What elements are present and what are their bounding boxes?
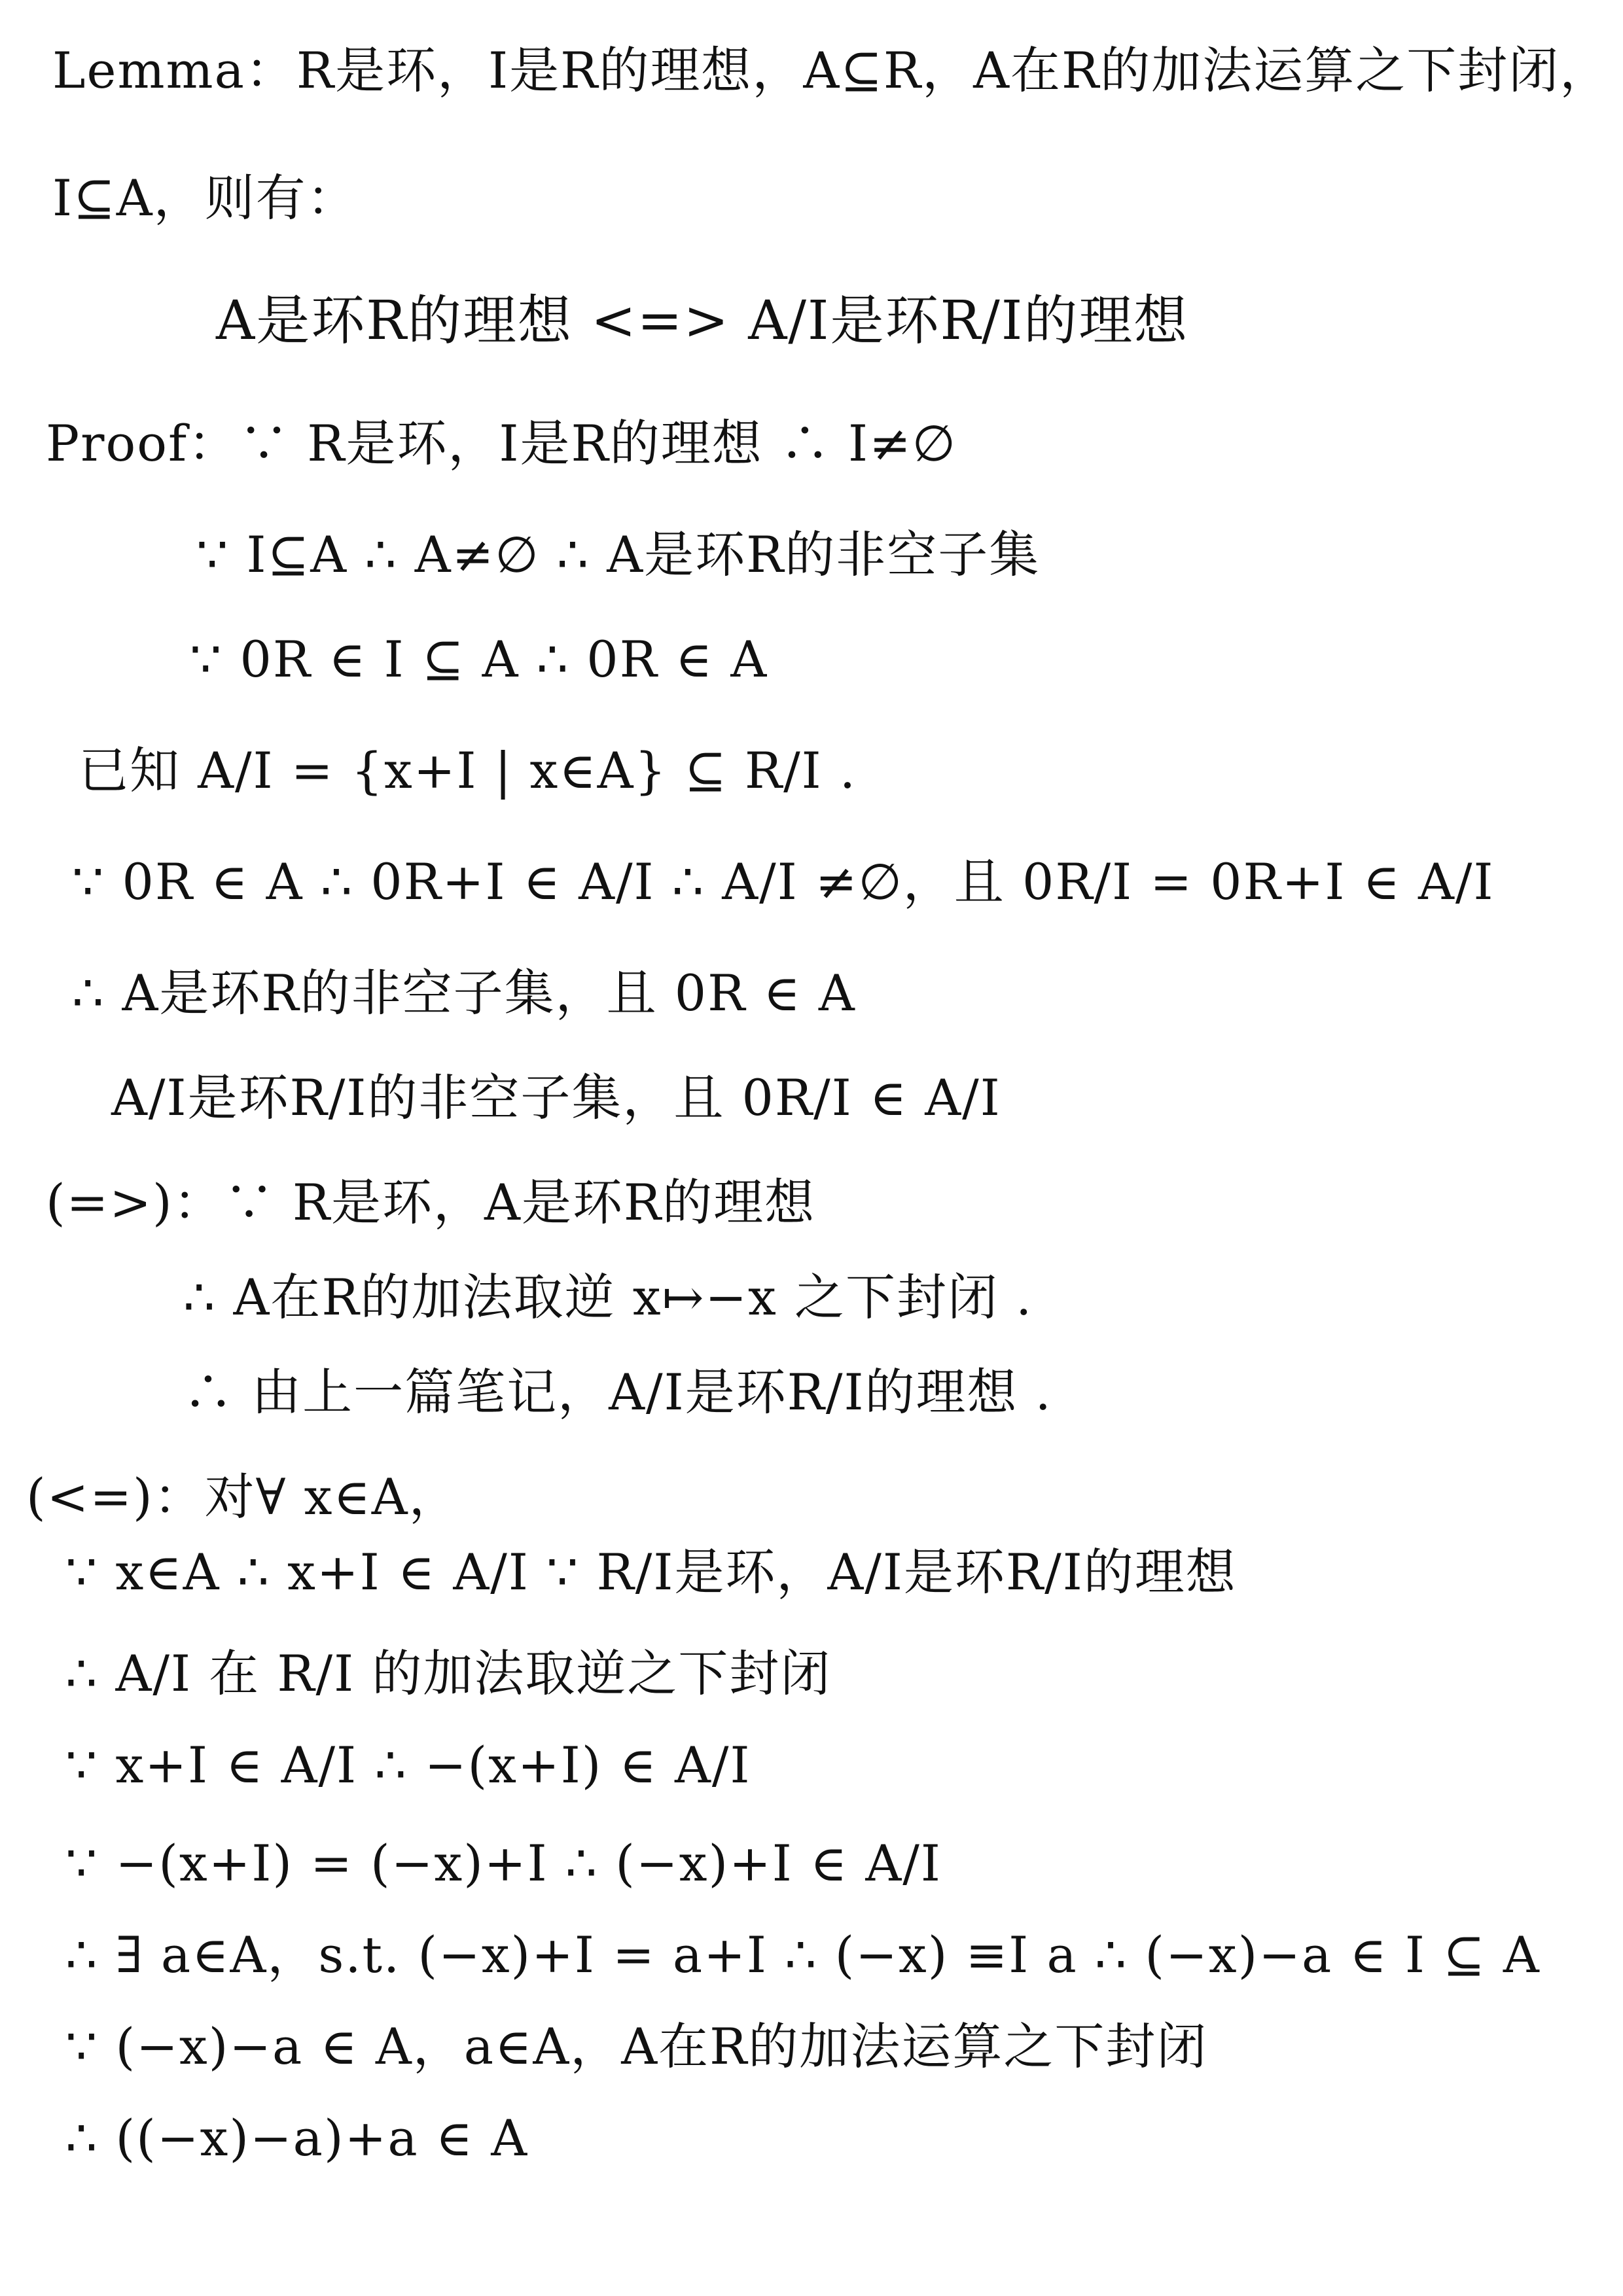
- forward-direction-line: ∴ 由上一篇笔记，A/I是环R/I的理想 .: [183, 1363, 1052, 1421]
- lemma-line-1: Lemma：R是环，I是R的理想，A⊆R，A在R的加法运算之下封闭，: [52, 41, 1611, 99]
- proof-line: A/I是环R/I的非空子集，且 0R/I ∈ A/I: [111, 1069, 1001, 1127]
- backward-direction-line: ∵ x∈A ∴ x+I ∈ A/I ∵ R/I是环，A/I是环R/I的理想: [65, 1543, 1237, 1601]
- proof-line: ∵ I⊆A ∴ A≠∅ ∴ A是环R的非空子集: [196, 525, 1041, 584]
- backward-direction-line: ∵ (−x)−a ∈ A，a∈A，A在R的加法运算之下封闭: [65, 2017, 1208, 2075]
- forward-direction-line: ∴ A在R的加法取逆 x↦−x 之下封闭 .: [183, 1268, 1033, 1326]
- proof-line: ∵ 0R ∈ I ⊆ A ∴ 0R ∈ A: [190, 630, 768, 688]
- proof-line: ∴ A是环R的非空子集，且 0R ∈ A: [72, 964, 856, 1022]
- lemma-statement: A是环R的理想 <=> A/I是环R/I的理想: [216, 290, 1189, 352]
- backward-direction-line: ∴ A/I 在 R/I 的加法取逆之下封闭: [65, 1644, 832, 1703]
- backward-direction-line: ∵ x+I ∈ A/I ∴ −(x+I) ∈ A/I: [65, 1736, 751, 1794]
- backward-direction-line: (<=)：对∀ x∈A，: [26, 1468, 460, 1526]
- backward-direction-line: ∴ ((−x)−a)+a ∈ A: [65, 2109, 529, 2167]
- proof-line: 已知 A/I = {x+I | x∈A} ⊆ R/I .: [79, 741, 857, 800]
- forward-direction-line: (=>)：∵ R是环，A是环R的理想: [46, 1173, 816, 1231]
- backward-direction-line: ∴ ∃ a∈A，s.t. (−x)+I = a+I ∴ (−x) ≡I a ∴ (−x)−a ∈ I ⊆ A: [65, 1926, 1541, 1984]
- proof-line: ∵ 0R ∈ A ∴ 0R+I ∈ A/I ∴ A/I ≠∅，且 0R/I = 0R+I ∈ A/I: [72, 853, 1495, 911]
- lemma-line-2: I⊆A，则有：: [52, 169, 358, 227]
- proof-line: Proof：∵ R是环，I是R的理想 ∴ I≠∅: [46, 414, 957, 472]
- backward-direction-line: ∵ −(x+I) = (−x)+I ∴ (−x)+I ∈ A/I: [65, 1834, 942, 1892]
